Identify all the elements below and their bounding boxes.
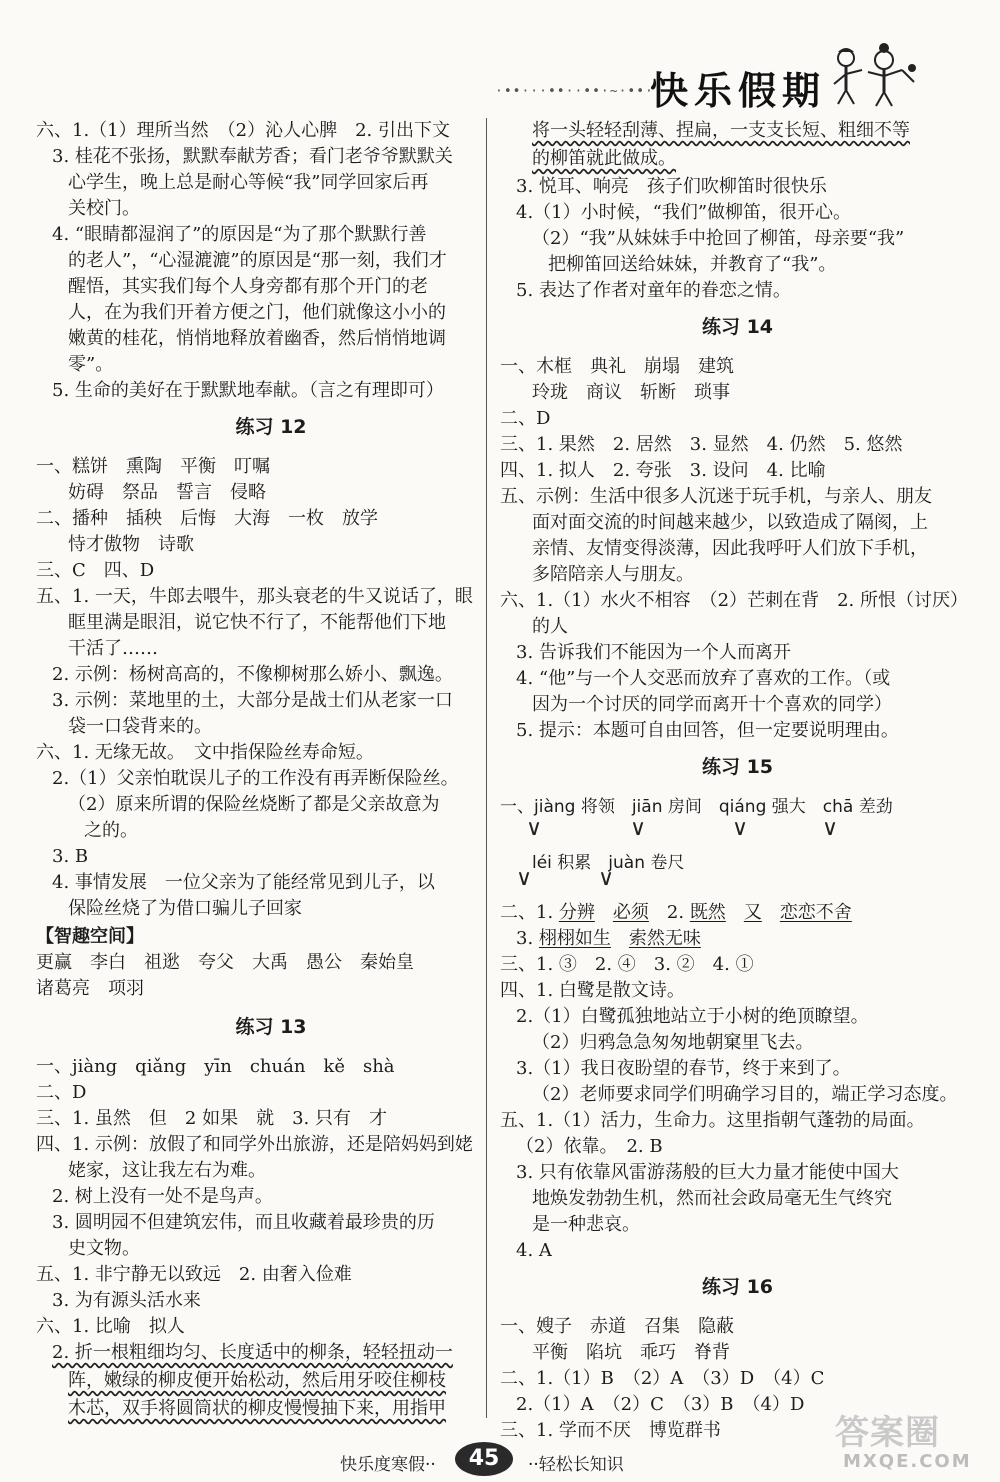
answer-line: 眶里满是眼泪，说它快不行了，不能帮他们下地 xyxy=(68,612,446,633)
watermark-url: MXQE.COM xyxy=(843,1451,972,1472)
answer-line: 妨碍 祭品 誓言 侵略 xyxy=(68,482,266,503)
answer-line: 5. 生命的美好在于默默地奉献。（言之有理即可） xyxy=(52,380,444,401)
header-title: 快乐假期 xyxy=(650,69,827,113)
answer-line: 面对面交流的时间越来越少，以致造成了隔阂，上 xyxy=(532,512,928,533)
answer-line: 4. A xyxy=(516,1240,552,1261)
answer-line: 3. 桂花不张扬，默默奉献芳香；看门老爷爷默默关 xyxy=(52,146,453,167)
answer-line: 心学生，晚上总是耐心等候“我”同学回家后再 xyxy=(68,172,429,193)
underlined-word: 既然 xyxy=(689,902,726,923)
underlined-answer-line: 将一头轻轻刮薄、捏扁，一支支长短、粗细不等 xyxy=(532,120,910,141)
answer-line: 六、1. 无缘无故。 文中指保险丝寿命短。 xyxy=(36,742,374,763)
answer-line: 六、1.（1）水火不相容 （2）芒刺在背 2. 所恨（讨厌） xyxy=(500,590,968,611)
answer-line: 史文物。 xyxy=(68,1238,140,1259)
answer-line: 二、D xyxy=(500,408,551,429)
answer-line: 平衡 陷坑 乖巧 脊背 xyxy=(532,1342,730,1363)
answer-line: 多陪陪亲人与朋友。 xyxy=(532,564,694,585)
underlined-answer-line: 阵，嫩绿的柳皮便开始松动，然后用牙咬住柳枝 xyxy=(68,1370,446,1391)
underlined-answer-line: 木芯，双手将圆筒状的柳皮慢慢抽下来，用指甲 xyxy=(68,1398,446,1419)
answer-line: 3. 示例：菜地里的土，大部分是战士们从老家一口 xyxy=(52,690,453,711)
header-dots: ·••···••··••·~·••· xyxy=(495,84,654,99)
answer-line: 诸葛亮 项羽 xyxy=(36,978,144,999)
answer-line: 三、1. 果然 2. 居然 3. 显然 4. 仍然 5. 悠然 xyxy=(500,434,903,455)
answer-line: 人，在为我们开着方便之门，他们就像这小小的 xyxy=(68,302,446,323)
answer-line: 因为一个讨厌的同学而离开十个喜欢的同学） xyxy=(532,694,892,715)
answer-line: 三、1. ③ 2. ④ 3. ② 4. ① xyxy=(500,954,754,975)
answer-line: 六、1.（1）理所当然 （2）沁人心脾 2. 引出下文 xyxy=(36,120,450,141)
check-mark-icon: ∨ xyxy=(822,816,839,841)
answer-line: 四、1. 白鹭是散文诗。 xyxy=(500,980,685,1001)
answer-line: 2.（1）父亲怕耽误儿子的工作没有再弄断保险丝。 xyxy=(52,768,459,789)
page-number: 45 xyxy=(455,1442,513,1476)
answer-line: 3. 告诉我们不能因为一个人而离开 xyxy=(516,642,791,663)
answer-line: 的人 xyxy=(532,616,568,637)
mascot-illustration-icon xyxy=(828,40,918,110)
answer-line: 更赢 李白 祖逖 夸父 大禹 愚公 秦始皇 xyxy=(36,952,414,973)
underlined-answer-line: 的柳笛就此做成。 xyxy=(532,148,676,169)
watermark-text: 答案圈 xyxy=(835,1413,940,1453)
answer-line: 5. 表达了作者对童年的眷恋之情。 xyxy=(516,280,791,301)
footer-slogan-left: 快乐度寒假·· xyxy=(340,1455,436,1475)
answer-line: 4. “眼睛都湿润了”的原因是“为了那个默默行善 xyxy=(52,224,427,245)
footer-slogan-right: ··轻松长知识 xyxy=(528,1455,624,1475)
answer-line: 五、1. 非宁静无以致远 2. 由奢入俭难 xyxy=(36,1264,352,1285)
answer-line: 零”。 xyxy=(68,354,114,375)
answer-line: 之的。 xyxy=(84,820,138,841)
answer-line: 三、C 四、D xyxy=(36,560,155,581)
column-divider xyxy=(486,118,487,1418)
check-mark-icon: ∨ xyxy=(630,816,647,841)
check-mark-icon: ∨ xyxy=(732,816,749,841)
answer-line: 4. “他”与一个人交恶而放弃了喜欢的工作。（或 xyxy=(516,668,891,689)
answer-line: 地焕发勃勃生机，然而社会政局毫无生气终究 xyxy=(532,1188,892,1209)
answer-line: 3. 圆明园不但建筑宏伟，而且收藏着最珍贵的历 xyxy=(52,1212,435,1233)
answer-line: 把柳笛回送给妹妹，并教育了“我”。 xyxy=(548,254,837,275)
answer-prefix: 二、1. xyxy=(500,902,559,923)
answer-line: 关校门。 xyxy=(68,198,140,219)
answer-line: 四、1. 示例：放假了和同学外出旅游，还是陪妈妈到姥 xyxy=(36,1134,473,1155)
section-heading-12: 练习 12 xyxy=(235,416,307,438)
underlined-word: 恋恋不舍 xyxy=(779,902,852,923)
pinyin-line: 一、jiàng 将领 jiān 房间 qiáng 强大 chā 差劲 xyxy=(500,797,893,817)
answer-line: 二、D xyxy=(36,1082,87,1103)
answer-line: 二、1.（1）B （2）A （3）D （4）C xyxy=(500,1368,825,1389)
answer-line: 二、1. 分辨 必须 2. 既然 又 恋恋不舍 xyxy=(500,902,852,923)
underlined-word: 分辨 xyxy=(558,902,595,923)
answer-line: 的老人”，“心湿漉漉”的原因是“那一刻，我们才 xyxy=(68,250,447,271)
bonus-section-label: 【智趣空间】 xyxy=(36,926,144,947)
underlined-word: 必须 xyxy=(612,902,649,923)
answer-line: 是一种悲哀。 xyxy=(532,1214,640,1235)
answer-line: 三、1. 虽然 但 2 如果 就 3. 只有 才 xyxy=(36,1108,387,1129)
underlined-answer-line: 2. 折一根粗细均匀、长度适中的柳条，轻轻扭动一 xyxy=(52,1342,453,1363)
section-heading-15: 练习 15 xyxy=(701,756,774,778)
answer-line: 三、1. 学而不厌 博览群书 xyxy=(500,1420,721,1441)
answer-line: 2. 示例：杨树高高的，不像柳树那么娇小、飘逸。 xyxy=(52,664,453,685)
answer-line: 3. 栩栩如生 索然无味 xyxy=(516,928,701,949)
answer-line: 4.（1）小时候，“我们”做柳笛，很开心。 xyxy=(516,202,852,223)
answer-line: 五、示例：生活中很多人沉迷于玩手机，与亲人、朋友 xyxy=(500,486,932,507)
answer-line: 3.（1）我日夜盼望的春节，终于来到了。 xyxy=(516,1058,851,1079)
answer-line: 一、木框 典礼 崩塌 建筑 xyxy=(500,356,734,377)
section-heading-16: 练习 16 xyxy=(701,1276,774,1298)
answer-line: 醒悟，其实我们每个人身旁都有那个开门的老 xyxy=(68,276,428,297)
answer-line: 3. 只有依靠风雷游荡般的巨大力量才能使中国大 xyxy=(516,1162,899,1183)
answer-line: 六、1. 比喻 拟人 xyxy=(36,1316,185,1337)
answer-line: 恃才傲物 诗歌 xyxy=(68,534,194,555)
answer-line: 四、1. 拟人 2. 夸张 3. 设问 4. 比喻 xyxy=(500,460,826,481)
answer-line: （2）原来所谓的保险丝烧断了都是父亲故意为 xyxy=(68,794,440,815)
check-mark-icon: ∨ xyxy=(516,866,533,891)
underlined-word: 栩栩如生 xyxy=(538,928,611,949)
check-mark-icon: ∨ xyxy=(598,866,615,891)
answer-line: 4. 事情发展 一位父亲为了能经常见到儿子，以 xyxy=(52,872,435,893)
answer-line: （2）“我”从妹妹手中抢回了柳笛，母亲要“我” xyxy=(532,228,905,249)
watermark-logo xyxy=(835,1405,985,1475)
answer-line: 2.（1）A （2）C （3）B （4）D xyxy=(516,1394,805,1415)
section-heading-13: 练习 13 xyxy=(235,1016,307,1038)
answer-line: 3. 悦耳、响亮 孩子们吹柳笛时很快乐 xyxy=(516,176,827,197)
answer-line: （2）依靠。 2. B xyxy=(516,1136,663,1157)
answer-line: 一、糕饼 熏陶 平衡 叮嘱 xyxy=(36,456,270,477)
answer-line: 五、1. 一天，牛郎去喂牛，那头衰老的牛又说话了，眼 xyxy=(36,586,473,607)
answer-line: 2. 树上没有一处不是鸟声。 xyxy=(52,1186,273,1207)
answer-line: 二、播种 插秧 后悔 大海 一枚 放学 xyxy=(36,508,378,529)
check-mark-icon: ∨ xyxy=(526,816,543,841)
answer-line: 五、1.（1）活力，生命力。这里指朝气蓬勃的局面。 xyxy=(500,1110,925,1131)
answer-line: （2）归鸦急急匆匆地朝窠里飞去。 xyxy=(532,1032,814,1053)
answer-line: 5. 提示：本题可自由回答，但一定要说明理由。 xyxy=(516,720,899,741)
page-header xyxy=(0,0,1000,120)
underlined-word: 又 xyxy=(743,902,762,923)
answer-line: 姥家，这让我左右为难。 xyxy=(68,1160,266,1181)
pinyin-line: léi 积累 juàn 卷尺 xyxy=(532,853,685,873)
answer-line: （2）老师要求同学们明确学习目的，端正学习态度。 xyxy=(532,1084,958,1105)
answer-line: 干活了…… xyxy=(68,638,158,659)
underlined-word: 索然无味 xyxy=(628,928,701,949)
section-heading-14: 练习 14 xyxy=(701,316,774,338)
answer-line: 2.（1）白鹭孤独地站立于小树的绝顶瞭望。 xyxy=(516,1006,869,1027)
answer-line: 亲情、友情变得淡薄，因此我呼吁人们放下手机， xyxy=(532,538,928,559)
answer-line: 一、嫂子 赤道 召集 隐蔽 xyxy=(500,1316,734,1337)
answer-line: 袋一口袋背来的。 xyxy=(68,716,212,737)
answer-line: 3. 为有源头活水来 xyxy=(52,1290,201,1311)
answer-line: 3. B xyxy=(52,846,89,867)
answer-line: 玲珑 商议 斩断 琐事 xyxy=(532,382,730,403)
answer-line: 保险丝烧了为借口骗儿子回家 xyxy=(68,898,302,919)
answer-line: 嫩黄的桂花，悄悄地释放着幽香，然后悄悄地调 xyxy=(68,328,446,349)
answer-line: 一、jiàng qiǎng yīn chuán kě shà xyxy=(36,1056,395,1077)
